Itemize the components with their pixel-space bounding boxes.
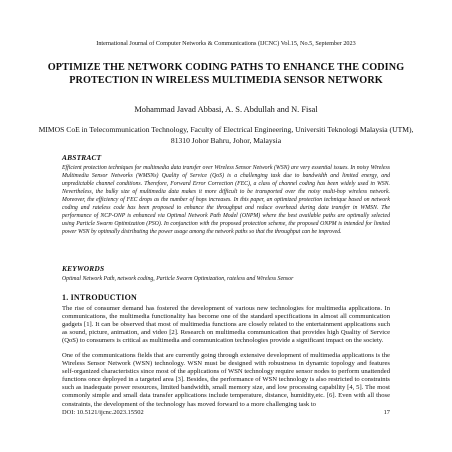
abstract-heading: ABSTRACT [62,153,102,162]
keywords-heading: KEYWORDS [62,264,105,273]
introduction-paragraph-2: One of the communications fields that are currently going through extensive development of multimedia applications is the Wireless Sensor Network (WSN) technology. WSN must be designed with robustness in dynamic topology and features self-organized characteristics since most of the applications of WSN technology require sensor nodes to perform unattended functions once deployed in a targeted area [3]. Besides, the performance of WSN technology is also restricted to constraints such as inadequate power resources, limited bandwidth, small memory size, and low processing capability [4, 5]. The most commonly simple and small data transfer applications include temperature, distance, humidity,etc. [6]. Even with all those constraints, the development of the technology has moved forward to a more challenging task to [62,352,390,408]
keywords-body: Optimal Network Path, network coding, Particle Swarm Optimization, rateless and Wireless Sensor [62,276,294,282]
authors: Mohammad Javad Abbasi, A. S. Abdullah and N. Fisal [134,105,318,114]
affiliation: MIMOS CoE in Telecommunication Technology, Faculty of Electrical Engineering, Universiti Teknologi Malaysia (UTM), 81310 Johor Bahru, Johor, Malaysia [38,125,414,145]
footer-doi: DOI: 10.5121/ijcnc.2023.15502 [62,409,144,416]
introduction-heading: 1. INTRODUCTION [62,293,138,302]
abstract-body: Efficient protection techniques for multimedia data transfer over Wireless Sensor Network (WSN) are very essential issues. In noisy Wireless Multimedia Sensor Networks (WMSNs) Quality of Service (QoS) is a challenging task due to bandwidth and limited energy, and unpredictable channel conditions. Therefore, Forward Error Correction (FEC), a class of channel coding has been widely used in WSN. Nevertheless, the bulky size of multimedia data makes it more difficult to be transported over the noisy multi-hop wireless network. Moreover, the efficiency of FEC drops as the number of hops increases. In this paper, an optimized protection technique based on network coding and rateless code has been proposed to enhance the throughput and reduce overhead during data transfer in WMSN. The performance of NCP-ONP is enhanced via Optimal Network Path Model (ONPM) where the best available paths are optimally selected using Particle Swarm Optimization (PSO). In conjunction with the proposed protection scheme, the proposed ONPM is intended for limited power WSN by optimally distributing the power usage among the network paths so that the throughput can be improved. [62,165,390,236]
page-number: 17 [383,409,390,416]
paper-title: OPTIMIZE THE NETWORK CODING PATHS TO ENHANCE THE CODING PROTECTION IN WIRELESS MULTIMEDIA SENSOR NETWORK [47,62,405,87]
introduction-paragraph-1: The rise of consumer demand has fostered the development of various new technologies for multimedia applications. In communications, the multimedia functionality has become one of the standard specifications in almost all communication gadgets [1]. It can be observed that most of multimedia functions are closely related to the entertainment applications such as sound, picture, animation, and video [2]. Research on multimedia communication that provides high Quality of Service (QoS) to consumers is critical as multimedia and communication technologies provide a significant impact on the society. [62,305,390,345]
journal-header: International Journal of Computer Networks & Communications (IJCNC) Vol.15, No.5, September 2023 [96,40,356,47]
